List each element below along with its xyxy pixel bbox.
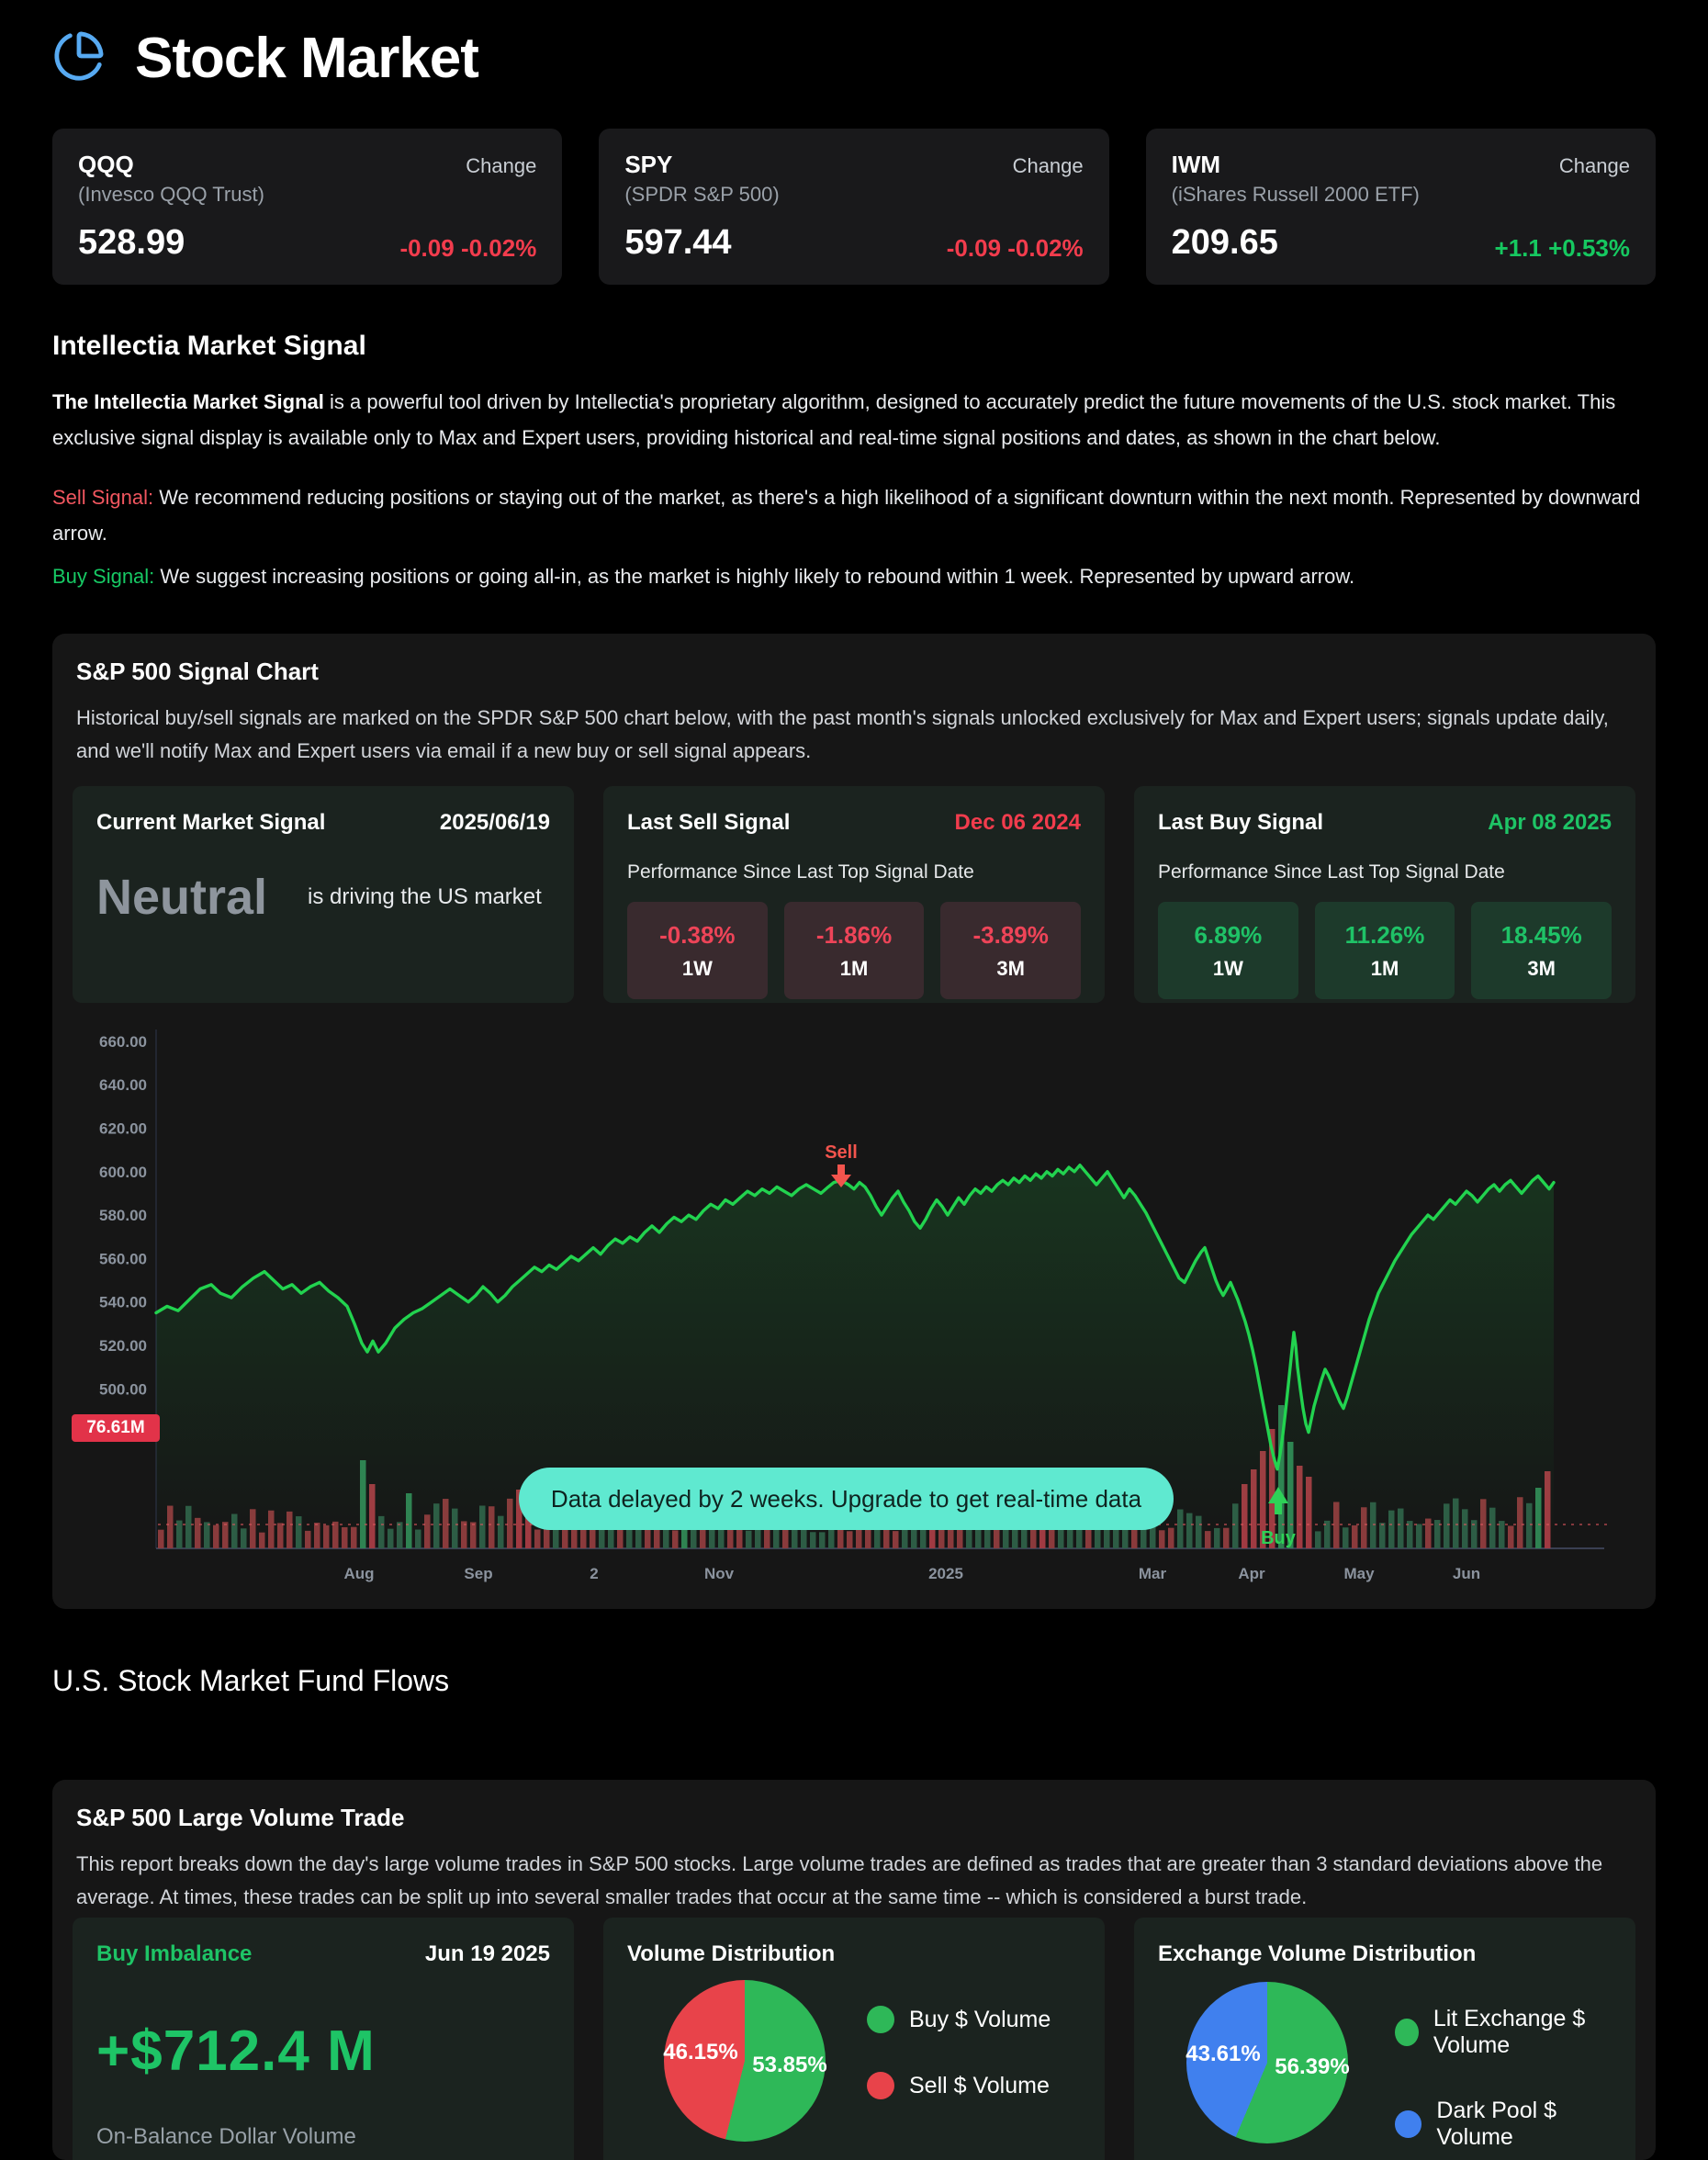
signal-intro-paragraph: The Intellectia Market Signal is a powerful tool driven by Intellectia's proprietary algorithm, designed to accurately predict the future movements of the U.S. stock market. This exclusive signal display is available only to Max and Expert users, providing historical and real-time signal positions and dates, as shown in the chart below. — [52, 390, 1616, 449]
current-signal-title: Current Market Signal — [96, 810, 326, 835]
exchange-distribution-pie — [1186, 1982, 1348, 2143]
svg-text:620.00: 620.00 — [99, 1119, 147, 1138]
buy-imbalance-value: +$712.4 M — [96, 2019, 376, 2083]
svg-text:2025: 2025 — [928, 1565, 963, 1582]
svg-text:Buy: Buy — [1261, 1528, 1296, 1548]
dark-pool-pct: 43.61% — [1185, 2042, 1261, 2066]
buy-perf-label: Performance Since Last Top Signal Date — [1158, 861, 1505, 883]
section-heading-fund-flows: U.S. Stock Market Fund Flows — [52, 1664, 450, 1697]
sell-perf-label: Performance Since Last Top Signal Date — [627, 861, 974, 883]
sell-stat-1m: -1.86% 1M — [784, 902, 925, 999]
svg-text:660.00: 660.00 — [99, 1032, 147, 1051]
ticker-name: (SPDR S&P 500) — [624, 183, 780, 206]
current-market-signal-card — [73, 786, 574, 1003]
current-signal-date: 2025/06/19 — [439, 810, 550, 835]
svg-text:May: May — [1343, 1565, 1375, 1582]
last-sell-date: Dec 06 2024 — [954, 810, 1081, 835]
buy-imbalance-card — [73, 1918, 574, 2160]
sell-stat-1w: -0.38% 1W — [627, 902, 768, 999]
ticker-symbol: SPY — [624, 151, 673, 178]
buy-stat-3m: 18.45% 3M — [1471, 902, 1612, 999]
change-label: Change — [466, 154, 537, 177]
svg-text:640.00: 640.00 — [99, 1076, 147, 1095]
signal-chart-title: S&P 500 Signal Chart — [76, 658, 319, 685]
buy-imbalance-subtitle: On-Balance Dollar Volume — [96, 2124, 356, 2149]
legend-dot-red — [867, 2072, 894, 2099]
buy-imbalance-title: Buy Imbalance — [96, 1941, 253, 1966]
upgrade-tooltip[interactable]: Data delayed by 2 weeks. Upgrade to get real-time data — [519, 1468, 1174, 1530]
app-header — [52, 26, 478, 91]
buy-stat-1m: 11.26% 1M — [1315, 902, 1455, 999]
ticker-symbol: QQQ — [78, 151, 134, 178]
svg-text:600.00: 600.00 — [99, 1163, 147, 1181]
svg-text:580.00: 580.00 — [99, 1207, 147, 1225]
large-volume-title: S&P 500 Large Volume Trade — [76, 1804, 405, 1831]
current-signal-value: Neutral — [96, 870, 268, 925]
svg-text:Aug: Aug — [343, 1565, 375, 1582]
last-sell-signal-card — [603, 786, 1105, 1003]
ticker-card-spy[interactable] — [599, 129, 1108, 285]
legend-item-buy-volume: Buy $ Volume — [867, 2006, 1051, 2033]
buy-volume-pct: 53.85% — [752, 2053, 827, 2077]
ticker-card-iwm[interactable] — [1146, 129, 1656, 285]
volume-distribution-pie — [664, 1980, 826, 2142]
svg-text:520.00: 520.00 — [99, 1337, 147, 1355]
ticker-price: 528.99 — [78, 223, 185, 262]
signal-chart-description: Historical buy/sell signals are marked on the SPDR S&P 500 chart below, with the past month's signals unlocked exclusively for Max and Expert users; signals update daily, and we'll notify Max and Expert users via email if a new buy or sell signal appears. — [76, 706, 1609, 762]
sell-stat-3m: -3.89% 3M — [940, 902, 1081, 999]
buy-stat-1w: 6.89% 1W — [1158, 902, 1298, 999]
signal-chart-panel — [52, 634, 1656, 1609]
last-buy-title: Last Buy Signal — [1158, 810, 1324, 835]
volume-distribution-legend — [867, 2006, 1051, 2099]
large-volume-trade-panel — [52, 1780, 1656, 2160]
last-sell-title: Last Sell Signal — [627, 810, 791, 835]
last-buy-signal-card — [1134, 786, 1635, 1003]
svg-text:560.00: 560.00 — [99, 1250, 147, 1268]
ticker-symbol: IWM — [1171, 151, 1221, 178]
ticker-change: -0.09 -0.02% — [399, 234, 537, 262]
exchange-distribution-legend — [1395, 2006, 1635, 2151]
lit-exchange-pct: 56.39% — [1275, 2054, 1350, 2079]
svg-text:540.00: 540.00 — [99, 1293, 147, 1311]
sell-volume-pct: 46.15% — [663, 2040, 738, 2064]
volume-value-badge: 76.61M — [72, 1414, 160, 1442]
pie-chart-icon — [52, 29, 106, 87]
ticker-change: +1.1 +0.53% — [1494, 234, 1630, 262]
exchange-distribution-title: Exchange Volume Distribution — [1158, 1941, 1477, 1966]
svg-text:Sep: Sep — [464, 1565, 493, 1582]
last-buy-date: Apr 08 2025 — [1488, 810, 1612, 835]
legend-dot-blue — [1395, 2110, 1421, 2138]
ticker-card-qqq[interactable] — [52, 129, 562, 285]
svg-text:Nov: Nov — [703, 1565, 735, 1582]
ticker-row — [52, 129, 1656, 285]
ticker-name: (Invesco QQQ Trust) — [78, 183, 264, 206]
large-volume-description: This report breaks down the day's large volume trades in S&P 500 stocks. Large volume trades are defined as trades that are greater than 3 standard deviations above the average. At times, these trades can be split up into several smaller trades that occur at the same time -- which is considered a burst trade. — [76, 1852, 1603, 1908]
sell-signal-description: Sell Signal: We recommend reducing positions or staying out of the market, as there's a high likelihood of a significant downturn within the next month. Represented by downward arrow. — [52, 486, 1641, 545]
ticker-price: 209.65 — [1171, 223, 1278, 262]
section-heading-market-signal: Intellectia Market Signal — [52, 331, 366, 361]
legend-item-dark-pool: Dark Pool $ Volume — [1395, 2098, 1635, 2151]
ticker-price: 597.44 — [624, 223, 732, 262]
volume-distribution-card — [603, 1918, 1105, 2160]
svg-text:Apr: Apr — [1238, 1565, 1265, 1582]
buy-signal-description: Buy Signal: We suggest increasing positions or going all-in, as the market is highly likely to rebound within 1 week. Represented by upward arrow. — [52, 565, 1355, 588]
fund-flow-cards-row — [73, 1918, 1635, 2160]
page-title: Stock Market — [135, 27, 478, 90]
current-signal-suffix: is driving the US market — [308, 884, 542, 909]
svg-text:Jun: Jun — [1452, 1565, 1481, 1582]
exchange-distribution-card — [1134, 1918, 1635, 2160]
legend-dot-green — [1395, 2019, 1419, 2046]
svg-text:Sell: Sell — [825, 1142, 858, 1163]
legend-item-lit-exchange: Lit Exchange $ Volume — [1395, 2006, 1635, 2059]
ticker-name: (iShares Russell 2000 ETF) — [1171, 183, 1420, 206]
svg-text:500.00: 500.00 — [99, 1380, 147, 1399]
change-label: Change — [1558, 154, 1630, 177]
volume-distribution-title: Volume Distribution — [627, 1941, 836, 1966]
legend-dot-green — [867, 2006, 894, 2033]
change-label: Change — [1012, 154, 1084, 177]
legend-item-sell-volume: Sell $ Volume — [867, 2072, 1051, 2099]
svg-text:Mar: Mar — [1138, 1565, 1167, 1582]
ticker-change: -0.09 -0.02% — [946, 234, 1084, 262]
signal-cards-row — [73, 786, 1635, 1003]
buy-imbalance-date: Jun 19 2025 — [424, 1941, 550, 1966]
svg-text:2: 2 — [590, 1565, 599, 1582]
